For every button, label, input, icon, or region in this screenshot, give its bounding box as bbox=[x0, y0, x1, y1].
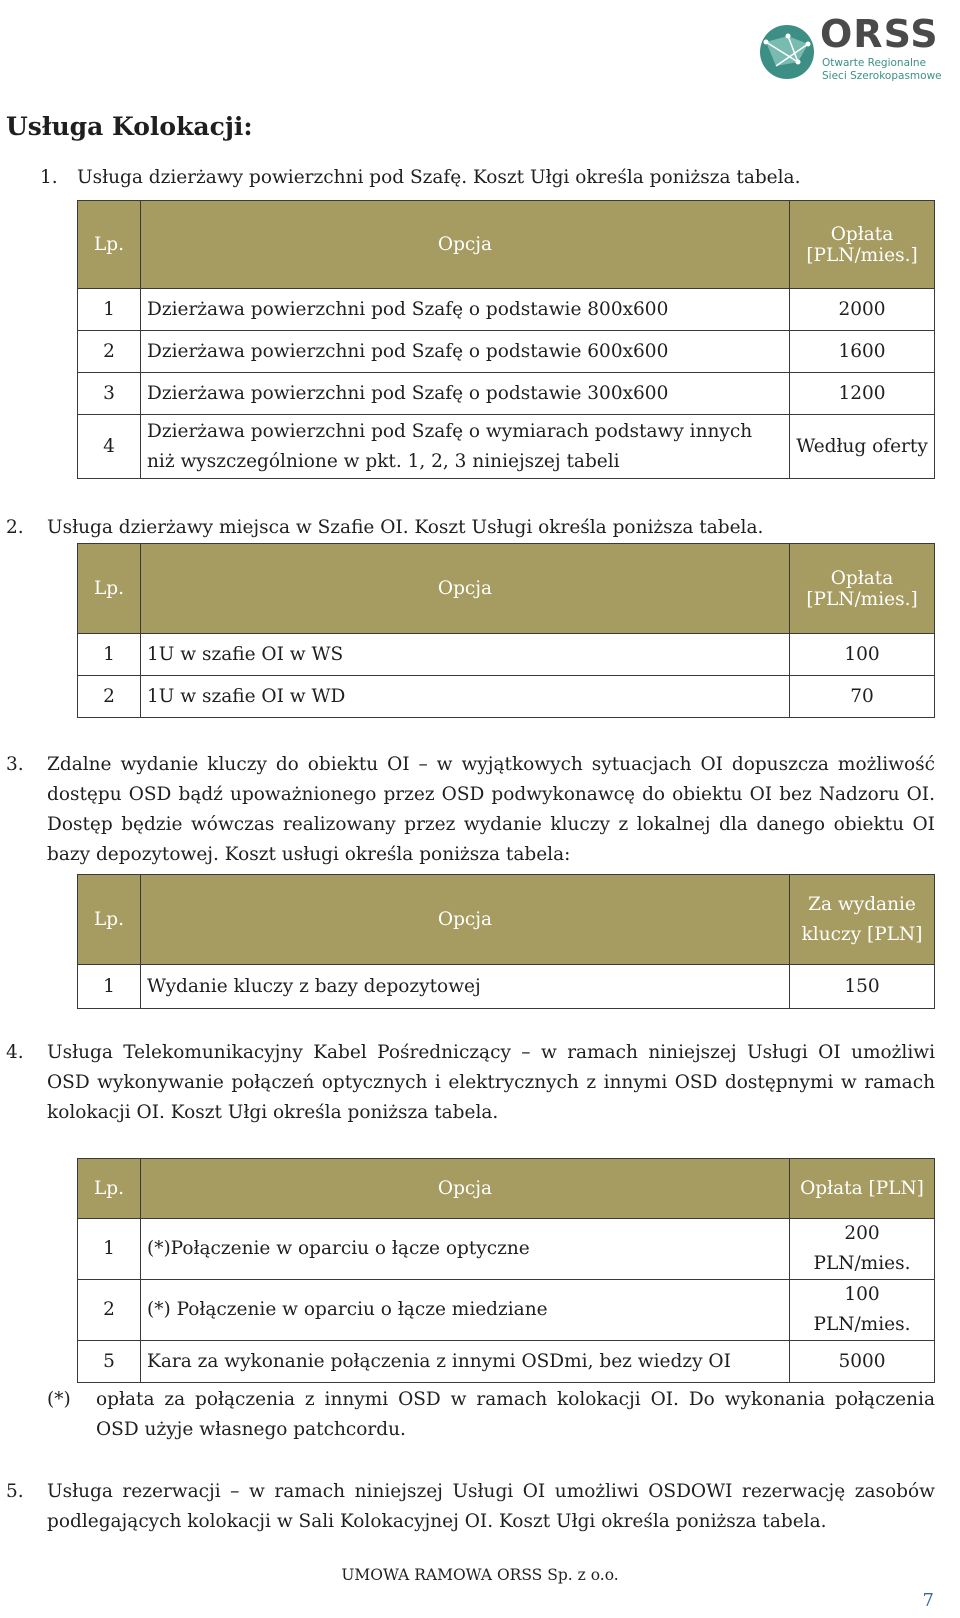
table-row bbox=[78, 331, 935, 373]
header-lp: Lp. bbox=[78, 201, 141, 289]
row-lp: 4 bbox=[78, 415, 141, 479]
row-option: Wydanie kluczy z bazy depozytowej bbox=[141, 965, 790, 1009]
page-footer: UMOWA RAMOWA ORSS Sp. z o.o. bbox=[341, 1566, 619, 1584]
header-option: Opcja bbox=[141, 875, 790, 965]
table-header-row bbox=[78, 201, 935, 289]
row-lp: 2 bbox=[78, 676, 141, 718]
row-option: Dzierżawa powierzchni pod Szafę o podstawie 600x600 bbox=[141, 331, 790, 373]
section1-number: 1. bbox=[40, 167, 58, 188]
table-row bbox=[78, 965, 935, 1009]
header-option: Opcja bbox=[141, 1159, 790, 1219]
table-row bbox=[78, 289, 935, 331]
table-header-row bbox=[78, 875, 935, 965]
row-option: 1U w szafie OI w WD bbox=[141, 676, 790, 718]
globe-icon bbox=[758, 22, 816, 82]
table-row bbox=[78, 373, 935, 415]
table-row bbox=[78, 1219, 935, 1280]
section4-number: 4. bbox=[6, 1042, 24, 1063]
row-lp: 5 bbox=[78, 1341, 141, 1383]
row-lp: 2 bbox=[78, 1280, 141, 1341]
page-number: 7 bbox=[922, 1590, 934, 1611]
section2-number: 2. bbox=[6, 517, 24, 538]
row-value: Według oferty bbox=[790, 415, 935, 479]
section5-text: Usługa rezerwacji – w ramach niniejszej Usługi OI umożliwi OSDOWI rezerwację zasobów podlegających kolokacji w Sali Kolokacyjnej OI. Koszt Ułgi określa poniższa tabela. bbox=[47, 1481, 935, 1532]
header-fee: Opłata [PLN] bbox=[790, 1159, 935, 1219]
table-row bbox=[78, 1280, 935, 1341]
row-option: (*)Połączenie w oparciu o łącze optyczne bbox=[141, 1219, 790, 1280]
row-value: 100 bbox=[790, 634, 935, 676]
row-value: 1600 bbox=[790, 331, 935, 373]
row-value: 1200 bbox=[790, 373, 935, 415]
table-row bbox=[78, 634, 935, 676]
row-option: (*) Połączenie w oparciu o łącze miedziane bbox=[141, 1280, 790, 1341]
row-option: Dzierżawa powierzchni pod Szafę o podstawie 300x600 bbox=[141, 373, 790, 415]
header-fee: Opłata [PLN/mies.] bbox=[790, 201, 935, 289]
section3-number: 3. bbox=[6, 754, 24, 775]
row-value: 100 PLN/mies. bbox=[790, 1280, 935, 1341]
row-option: 1U w szafie OI w WS bbox=[141, 634, 790, 676]
row-option: Dzierżawa powierzchni pod Szafę o podstawie 800x600 bbox=[141, 289, 790, 331]
row-lp: 2 bbox=[78, 331, 141, 373]
section3-text: Zdalne wydanie kluczy do obiektu OI – w wyjątkowych sytuacjach OI dopuszcza możliwość dostępu OSD bądź upoważnionego przez OSD podwykonawcę do obiektu OI bez Nadzoru OI. Dostęp będzie wówczas realizowany przez wydanie kluczy z lokalnej dla danego obiektu OI bazy depozytowej. Koszt usługi określa poniższa tabela: bbox=[47, 754, 935, 865]
row-value: 5000 bbox=[790, 1341, 935, 1383]
header-fee: Opłata [PLN/mies.] bbox=[790, 544, 935, 634]
header-option: Opcja bbox=[141, 544, 790, 634]
logo-name: ORSS bbox=[820, 12, 939, 56]
table-row bbox=[78, 676, 935, 718]
footnote-mark: (*) bbox=[47, 1389, 71, 1410]
row-value: 150 bbox=[790, 965, 935, 1009]
section4-table bbox=[77, 1158, 935, 1383]
section3-table bbox=[77, 874, 935, 1009]
logo-subtitle-1: Otwarte Regionalne bbox=[822, 57, 927, 69]
header-option: Opcja bbox=[141, 201, 790, 289]
table-header-row bbox=[78, 1159, 935, 1219]
row-option: Dzierżawa powierzchni pod Szafę o wymiarach podstawy innych niż wyszczególnione w pkt. 1, 2, 3 niniejszej tabeli bbox=[141, 415, 790, 479]
row-lp: 3 bbox=[78, 373, 141, 415]
footnote-text: opłata za połączenia z innymi OSD w ramach kolokacji OI. Do wykonania połączenia OSD użyje własnego patchcordu. bbox=[96, 1389, 935, 1440]
section2-table bbox=[77, 543, 935, 718]
orss-logo bbox=[758, 12, 958, 86]
section1-text: Usługa dzierżawy powierzchni pod Szafę. Koszt Ułgi określa poniższa tabela. bbox=[77, 167, 801, 188]
header-fee: Za wydanie kluczy [PLN] bbox=[790, 875, 935, 965]
section5-number: 5. bbox=[6, 1481, 24, 1502]
row-lp: 1 bbox=[78, 1219, 141, 1280]
header-lp: Lp. bbox=[78, 1159, 141, 1219]
row-option: Kara za wykonanie połączenia z innymi OSDmi, bez wiedzy OI bbox=[141, 1341, 790, 1383]
table-header-row bbox=[78, 544, 935, 634]
logo-subtitle-2: Sieci Szerokopasmowe bbox=[822, 70, 942, 82]
header-lp: Lp. bbox=[78, 875, 141, 965]
row-lp: 1 bbox=[78, 289, 141, 331]
section2-text: Usługa dzierżawy miejsca w Szafie OI. Koszt Usługi określa poniższa tabela. bbox=[47, 517, 764, 538]
table-row bbox=[78, 415, 935, 479]
row-value: 200 PLN/mies. bbox=[790, 1219, 935, 1280]
table-row bbox=[78, 1341, 935, 1383]
page-title: Usługa Kolokacji: bbox=[6, 112, 253, 141]
row-value: 70 bbox=[790, 676, 935, 718]
row-lp: 1 bbox=[78, 965, 141, 1009]
section1-table bbox=[77, 200, 935, 479]
row-lp: 1 bbox=[78, 634, 141, 676]
row-value: 2000 bbox=[790, 289, 935, 331]
section4-text: Usługa Telekomunikacyjny Kabel Pośredniczący – w ramach niniejszej Usługi OI umożliwi OSD wykonywanie połączeń optycznych i elektrycznych z innymi OSD dostępnymi w ramach kolokacji OI. Koszt Ułgi określa poniższa tabela. bbox=[47, 1042, 935, 1123]
header-lp: Lp. bbox=[78, 544, 141, 634]
